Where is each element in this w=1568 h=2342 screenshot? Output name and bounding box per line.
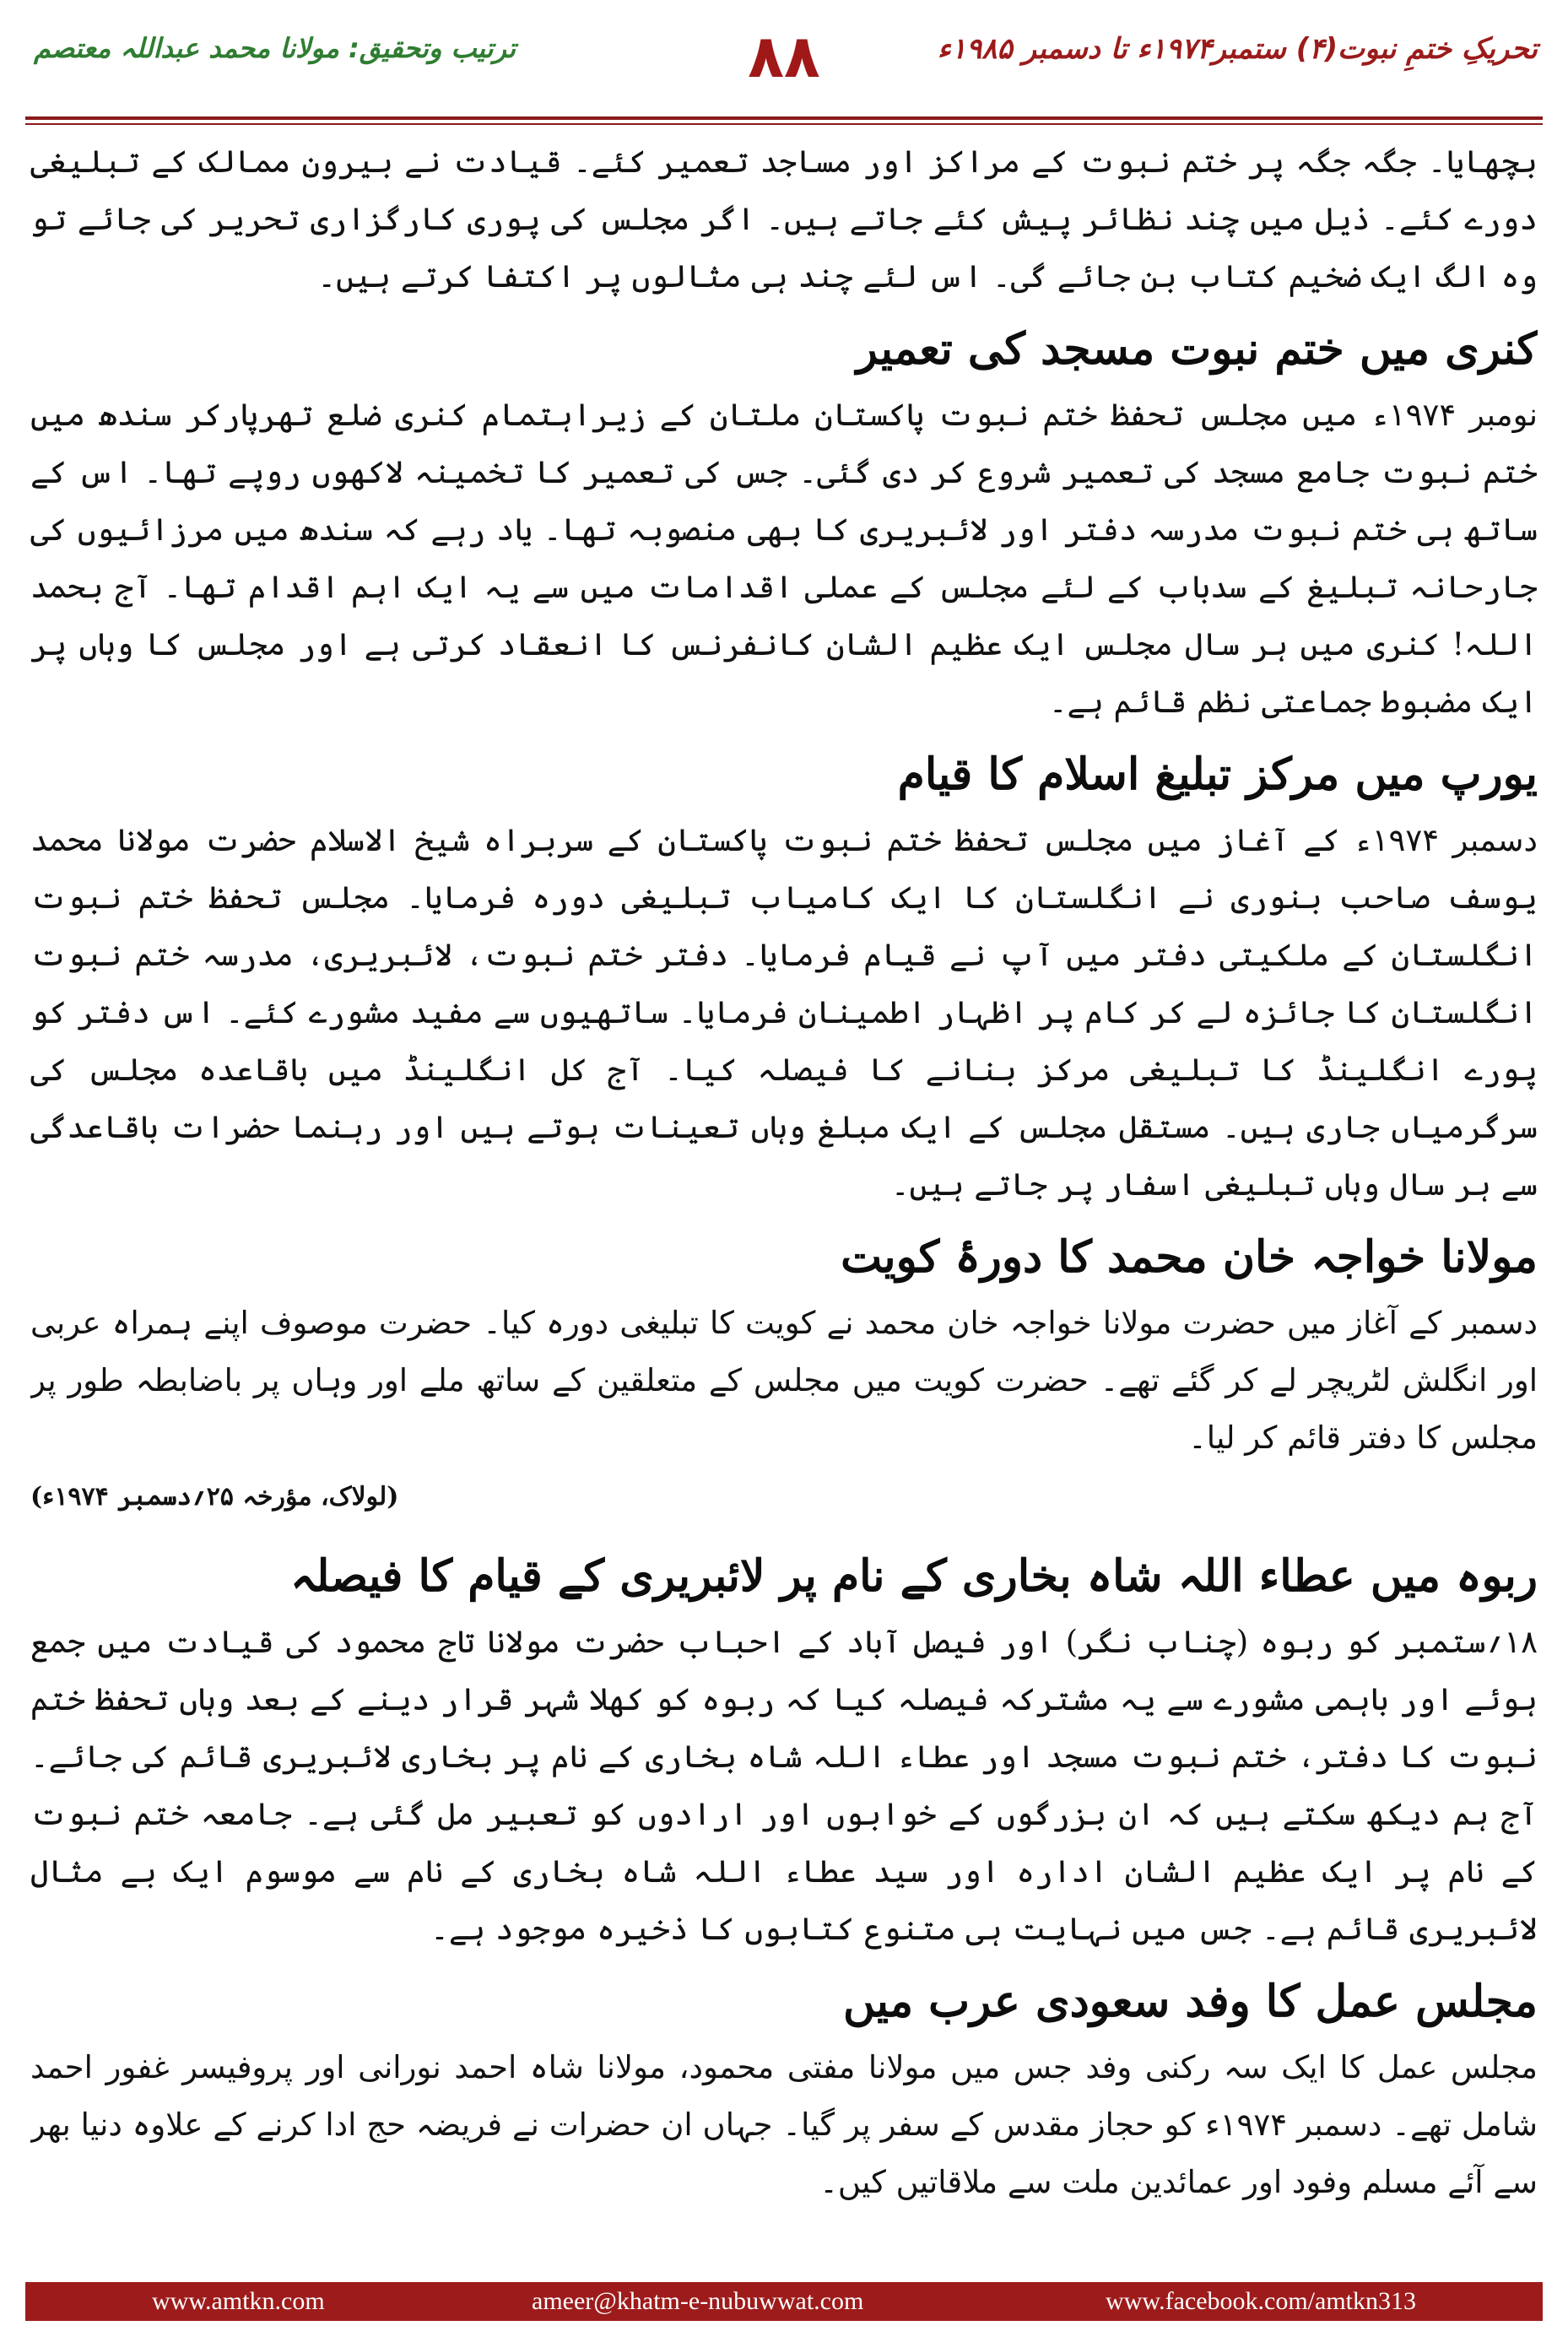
- page-footer: [25, 2282, 1543, 2321]
- page-header: [0, 0, 1568, 127]
- book-title: تحریکِ ختمِ نبوت(۴) ستمبر۱۹۷۴ء تا دسمبر ۱۹۸۵ء: [937, 32, 1538, 66]
- section-body-saudi-delegation: مجلس عمل کا ایک سہ رکنی وفد جس میں مولانا مفتی محمود، مولانا شاہ احمد نورانی اور پروفیسر غفور احمد شامل تھے۔ دسمبر ۱۹۷۴ء کو حجاز مقدس کے سفر پر گیا۔ جہاں ان حضرات نے فریضہ حج ادا کرنے کے علاوہ دنیا بھر سے آئے مسلم وفود اور عمائدین ملت سے ملاقاتیں کیں۔: [30, 2049, 1538, 2200]
- section-body-kuwait-tour: دسمبر کے آغاز میں حضرت مولانا خواجہ خان محمد نے کویت کا تبلیغی دورہ کیا۔ حضرت موصوف اپنے ہمراہ عربی اور انگلش لٹریچر لے کر گئے تھے۔ حضرت کویت میں مجلس کے متعلقین کے ساتھ ملے اور وہاں پر باضابطہ طور پر مجلس کا دفتر قائم کر لیا۔: [30, 1305, 1538, 1456]
- section-body-europe-center: دسمبر ۱۹۷۴ء کے آغاز میں مجلس تحفظ ختم نبوت پاکستان کے سربراہ شیخ الاسلام حضرت مولانا محمد یوسف صاحب بنوری نے انگلستان کا ایک کامیاب تبلیغی دورہ فرمایا۔ مجلس تحفظ ختم نبوت انگلستان کے ملکیتی دفتر میں آپ نے قیام فرمایا۔ دفتر ختم نبوت، لائبریری، مدرسہ ختم نبوت انگلستان کا جائزہ لے کر کام پر اظہار اطمینان فرمایا۔ ساتھیوں سے مفید مشورے کئے۔ اس دفتر کو پورے انگلینڈ کا تبلیغی مرکز بنانے کا فیصلہ کیا۔ آج کل انگلینڈ میں باقاعدہ مجلس کی سرگرمیاں جاری ہیں۔ مستقل مجلس کے ایک مبلغ وہاں تعینات ہوتے ہیں اور رہنما حضرات باقاعدگی سے ہر سال وہاں تبلیغی اسفار پر جاتے ہیں۔: [30, 822, 1538, 1203]
- header-divider-thin: [25, 123, 1543, 125]
- section-heading-saudi-delegation: مجلس عمل کا وفد سعودی عرب میں: [842, 1976, 1538, 2027]
- section-heading-kunri-mosque: کنری میں ختم نبوت مسجد کی تعمیر: [856, 323, 1538, 375]
- section-heading-rabwah-library: ربوہ میں عطاء اللہ شاہ بخاری کے نام پر لائبریری کے قیام کا فیصلہ: [290, 1550, 1538, 1602]
- section-heading-europe-center: یورپ میں مرکز تبلیغ اسلام کا قیام: [897, 749, 1538, 800]
- section-body-rabwah-library: ۱۸؍ستمبر کو ربوہ (چناب نگر) اور فیصل آباد کے احباب حضرت مولانا تاج محمود کی قیادت میں جمع ہوئے اور باہمی مشورے سے یہ مشترکہ فیصلہ کیا کہ ربوہ کو کھلا شہر قرار دینے کے بعد وہاں تحفظ ختم نبوت کا دفتر، ختم نبوت مسجد اور عطاء اللہ شاہ بخاری کے نام پر بخاری لائبریری قائم کی جائے۔ آج ہم دیکھ سکتے ہیں کہ ان بزرگوں کے خوابوں اور ارادوں کو تعبیر مل گئی ہے۔ جامعہ ختم نبوت کے نام پر ایک عظیم الشان ادارہ اور سید عطاء اللہ شاہ بخاری کے نام سے موسوم ایک بے مثال لائبریری قائم ہے۔ جس میں نہایت ہی متنوع کتابوں کا ذخیرہ موجود ہے۔: [30, 1624, 1538, 1947]
- header-divider: [25, 116, 1543, 120]
- page-number: ۸۸: [748, 22, 820, 91]
- section-body-kunri-mosque: نومبر ۱۹۷۴ء میں مجلس تحفظ ختم نبوت پاکستان ملتان کے زیراہتمام کنری ضلع تھرپارکر سندھ میں ختم نبوت جامع مسجد کی تعمیر شروع کر دی گئی۔ جس کی تعمیر کا تخمینہ لاکھوں روپے تھا۔ اس کے ساتھ ہی ختم نبوت مدرسہ دفتر اور لائبریری کا بھی منصوبہ تھا۔ یاد رہے کہ سندھ میں مرزائیوں کی جارحانہ تبلیغ کے سدباب کے لئے مجلس کے عملی اقدامات میں سے یہ ایک اہم اقدام تھا۔ آج بحمد اللہ! کنری میں ہر سال مجلس ایک عظیم الشان کانفرنس کا انعقاد کرتی ہے اور مجلس کا وہاں پر ایک مضبوط جماعتی نظم قائم ہے۔: [30, 397, 1538, 720]
- citation: (لولاک، مؤرخہ ۲۵؍دسمبر ۱۹۷۴ء): [30, 1482, 399, 1512]
- page-body: [30, 133, 1538, 2243]
- facebook-link[interactable]: www.facebook.com/amtkn313: [1106, 2287, 1416, 2315]
- section-heading-kuwait-tour: مولانا خواجہ خان محمد کا دورۂ کویت: [841, 1231, 1538, 1283]
- website-link[interactable]: www.amtkn.com: [152, 2287, 325, 2315]
- intro-paragraph: بچھایا۔ جگہ جگہ پر ختم نبوت کے مراکز اور مساجد تعمیر کئے۔ قیادت نے بیرون ممالک کے تبلیغی دورے کئے۔ ذیل میں چند نظائر پیش کئے جاتے ہیں۔ اگر مجلس کی پوری کارگزاری تحریر کی جائے تو وہ الگ ایک ضخیم کتاب بن جائے گی۔ اس لئے چند ہی مثالوں پر اکتفا کرتے ہیں۔: [30, 143, 1538, 295]
- email-link[interactable]: ameer@khatm-e-nubuwwat.com: [532, 2287, 864, 2315]
- compiler-credit: ترتیب وتحقیق: مولانا محمد عبداللہ معتصم: [34, 32, 516, 64]
